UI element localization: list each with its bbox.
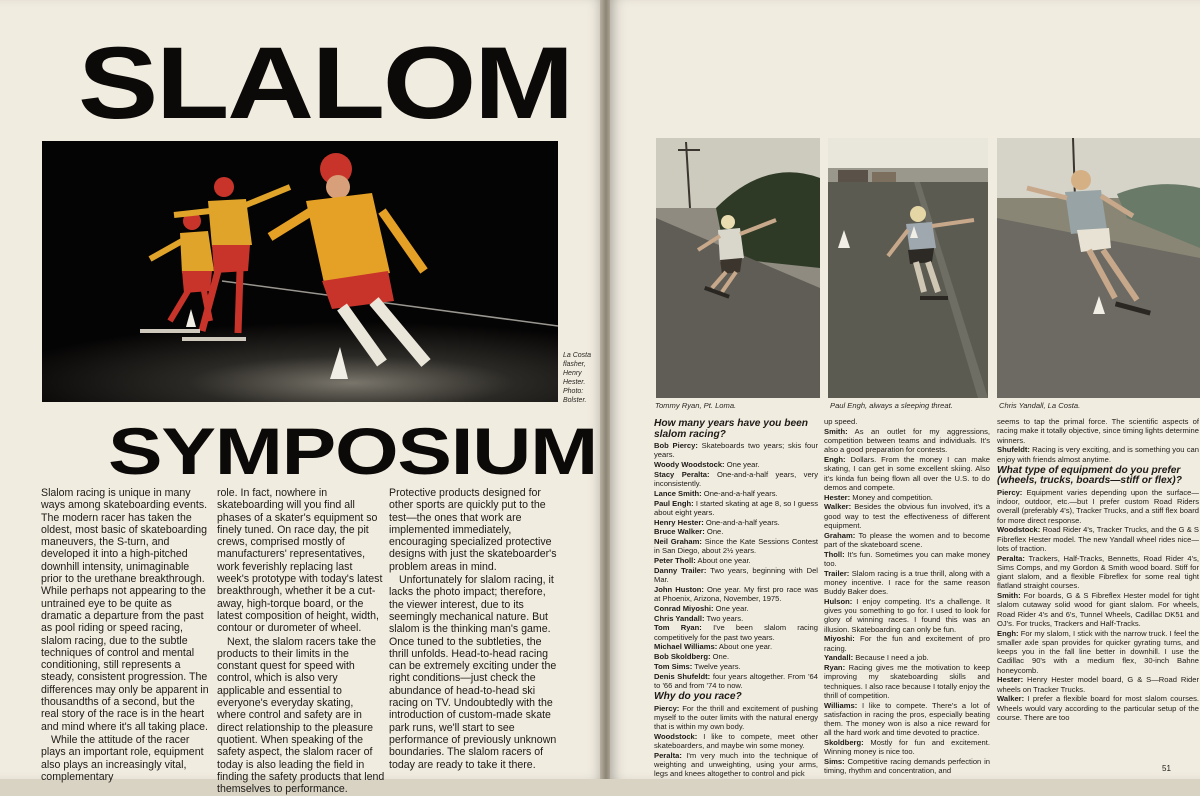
paragraph: role. In fact, nowhere in skateboarding will you find all phases of a skater's equipment so finely tuned. On race day, the pit crews, comprised mostly of manufacturers' representatives, work feverishly replacing last week's prototype with today's latest breakthrough, whether it be a cut-away, high-torque board, or the latest composition of height, width, contour or durometer of wheel. <box>217 487 383 635</box>
paragraph: Protective products designed for other sports are quickly put to the test—the ones that work are implemented immediately, encouraging specialized protective designs with just the skateboarder's problem areas in mind. <box>389 487 557 573</box>
speaker-name: Michael Williams: <box>654 642 718 652</box>
speaker-name: Graham: <box>824 530 856 540</box>
interview-answer <box>997 488 1199 525</box>
interview-answer <box>654 623 818 642</box>
photo-chris-yandall <box>997 138 1200 398</box>
speaker-name: Skoldberg: <box>824 738 864 747</box>
interview-answer <box>654 489 818 498</box>
answer-text: I prefer a flexible board for most slalom courses. Wheels would vary according to the particular setup of the course. There are too <box>997 694 1199 722</box>
answer-text: One year. <box>713 603 749 613</box>
answer-text: Money and competition. <box>850 492 933 502</box>
interview-answer <box>824 738 990 757</box>
interview-answer <box>997 675 1199 694</box>
interview-answer <box>824 502 990 530</box>
answer-text: For the thrill and excitement of pushing myself to the outer limits with the natural energy that is within my own body. <box>654 703 818 731</box>
speaker-name: Chris Yandall: <box>654 613 705 623</box>
answer-text: I enjoy competing. It's a challenge. It gives you something to go for. I used to look for glory of winning races. I found this was an illusion. Skateboarding can only be fun. <box>824 596 990 634</box>
photo-tommy-ryan <box>656 138 820 398</box>
photo-caption: Tommy Ryan, Pt. Loma. <box>655 401 737 410</box>
speaker-name: Hester: <box>824 492 851 502</box>
answer-text: Racing is very exciting, and is something you can enjoy with friends almost anytime. <box>997 445 1199 464</box>
answer-text: Road Rider 4's, Tracker Trucks, and the G & S Fibreflex Hester model. The new Yandall wheel rides nice—lots of traction. <box>997 525 1199 553</box>
speaker-name: Ryan: <box>824 663 846 672</box>
speaker-name: Hulson: <box>824 596 853 606</box>
intro-column-3 <box>389 487 557 772</box>
right-page <box>610 0 1200 779</box>
answer-text: Because I need a job. <box>853 653 929 663</box>
speaker-name: Engh: <box>997 628 1019 638</box>
interview-answer <box>654 732 818 751</box>
answer-text: About one year. <box>717 642 773 652</box>
speaker-name: Hester: <box>997 675 1024 685</box>
answer-text: One-and-a-half years. <box>703 517 780 527</box>
speaker-name: Williams: <box>824 700 858 710</box>
photo-caption: Paul Engh, always a sleeping threat. <box>830 401 953 410</box>
answer-text: As an outlet for my aggressions, competition between teams and individuals. It's also a good preparation for contests. <box>824 426 990 455</box>
interview-column-1 <box>654 417 818 779</box>
interview-answer <box>824 531 990 550</box>
interview-answer <box>654 614 818 623</box>
hero-photo-caption: La Costa flasher, Henry Hester. Photo: Bolster. <box>563 352 592 404</box>
answer-text: One year. <box>724 460 760 469</box>
speaker-name: Shufeldt: <box>997 445 1030 455</box>
answer-text: up speed. <box>824 417 858 426</box>
speaker-name: Denis Shufeldt: <box>654 671 711 681</box>
speaker-name: Neil Graham: <box>654 537 702 546</box>
speaker-name: Piercy: <box>654 703 680 713</box>
answer-text: four years altogether. From '64 to '66 and from '74 to now. <box>654 671 818 690</box>
interview-answer <box>997 417 1199 445</box>
answer-text: Since the Kate Sessions Contest in San Diego, about 2½ years. <box>654 537 818 556</box>
answer-text: Racing gives me the motivation to keep improving my skateboarding skills and techniques. I also race because I totally enjoy the thrill of competition. <box>824 663 990 700</box>
interview-answer <box>997 525 1199 553</box>
speaker-name: Yandall: <box>824 653 854 663</box>
speaker-name: Peter Tholl: <box>654 556 696 565</box>
interview-answer <box>997 554 1199 591</box>
speaker-name: Lance Smith: <box>654 488 702 498</box>
answer-text: I've been slalom racing competitively for the past two years. <box>654 623 818 642</box>
speaker-name: Danny Trailer: <box>654 565 707 575</box>
speaker-name: Piercy: <box>997 487 1023 497</box>
interview-answer <box>654 566 818 585</box>
interview-answer <box>654 672 818 691</box>
interview-answer <box>824 493 990 502</box>
interview-answer <box>654 585 818 604</box>
speaker-name: Woodstock: <box>654 731 698 741</box>
answer-text: Competitive racing demands perfection in timing, rhythm and concentration, and <box>824 757 990 776</box>
speaker-name: Bob Skoldberg: <box>654 652 711 661</box>
interview-answer <box>824 701 990 738</box>
answer-text: Henry Hester model board, G & S—Road Rider wheels on Tracker Trucks. <box>997 675 1199 694</box>
answer-text: seems to tap the primal force. The scientific aspects of racing make it totally objective, since timing lights determine winners. <box>997 417 1199 445</box>
speaker-name: Tholl: <box>824 549 845 559</box>
interview-answer <box>654 460 818 469</box>
answer-text: For the fun and excitement of pro racing. <box>824 634 990 653</box>
intro-column-1 <box>41 487 209 784</box>
answer-text: Trackers, Half-Tracks, Bennetts, Road Rider 4's, Sims Comps, and my Gordon & Smith wood board. Stiff for giant slalom, and a flexible Fibreflex for some real tight flatland straight courses. <box>997 553 1199 591</box>
speaker-name: Bruce Walker: <box>654 527 705 537</box>
speaker-name: Conrad Miyoshi: <box>654 603 714 613</box>
speaker-name: Tom Ryan: <box>654 623 702 633</box>
answer-text: Mostly for fun and excitement. Winning money is nice too. <box>824 738 990 757</box>
answer-text: About one year. <box>695 556 751 565</box>
answer-text: Besides the obvious fun involved, it's a good way to test the effectiveness of different equipment. <box>824 502 990 530</box>
interview-answer <box>824 427 990 455</box>
interview-column-3 <box>997 417 1199 723</box>
speaker-name: Woody Woodstock: <box>654 460 725 469</box>
interview-answer <box>654 604 818 613</box>
photo-caption: Chris Yandall, La Costa. <box>999 401 1081 410</box>
interview-answer <box>997 629 1199 675</box>
interview-question: How many years have you been slalom racing? <box>654 418 809 440</box>
speaker-name: Smith: <box>997 591 1021 600</box>
speaker-name: Walker: <box>997 694 1025 704</box>
answer-text: For boards, G & S Fibreflex Hester model for tight slalom cutaway solid wood for giant slalom. For wheels, Road Rider 4's and 6's, Tunnel Wheels, Cadillac DK51 and OJ's. For trucks, Trackers and Half-Tracks. <box>997 591 1199 628</box>
interview-answer <box>997 591 1199 628</box>
paragraph: Unfortunately for slalom racing, it lacks the photo impact; therefore, the viewer interest, due to its seemingly mechanical nature. But slalom is the thinking man's game. Once tuned to the subtleties, the thrill unfolds. Head-to-head racing can be extremely exciting under the right conditions—just check the abundance of head-to-head ski racing on TV. Undoubtedly with the introduction of custom-made skate park runs, we'll start to see performance of previously unknown boundaries. The slalom racers of today are ready to take it there. <box>389 574 557 771</box>
speaker-name: Paul Engh: <box>654 498 694 508</box>
answer-text: Two years, beginning with Del Mar. <box>654 565 818 584</box>
interview-answer <box>824 417 990 426</box>
interview-answer <box>824 550 990 569</box>
answer-text: I started skating at age 8, so I guess about eight years. <box>654 498 819 517</box>
speaker-name: Miyoshi: <box>824 634 855 644</box>
answer-text: One-and-a-half years, very inconsistently. <box>654 469 819 488</box>
answer-text: Twelve years. <box>692 661 741 671</box>
speaker-name: Woodstock: <box>997 525 1041 535</box>
interview-answer <box>654 441 818 460</box>
interview-answer <box>654 537 818 556</box>
hero-photo-night-racers <box>42 141 558 402</box>
speaker-name: Tom Sims: <box>654 661 693 671</box>
paragraph: Next, the slalom racers take the products to their limits in the constant quest for speed with control, which is also very applicable and essential to everyone's everyday skating, where control and safety are in direct relationship to the pleasure quotient. When speaking of the safety aspect, the slalom racer of today is also leading the field in finding the safety products that lend themselves to performance. <box>217 635 385 796</box>
paragraph: While the attitude of the racer plays an important role, equipment also plays an increasingly vital, complementary <box>41 733 204 783</box>
interview-answer <box>654 751 818 779</box>
interview-answer <box>654 470 818 489</box>
interview-answer <box>824 455 990 492</box>
interview-question: Why do you race? <box>654 691 742 702</box>
answer-text: To please the women and to become part of the skateboard scene. <box>824 530 990 549</box>
answer-text: One. <box>710 652 730 661</box>
speaker-name: John Huston: <box>654 584 704 594</box>
speaker-name: Henry Hester: <box>654 517 704 527</box>
interview-answer <box>824 634 990 653</box>
photo-paul-engh <box>828 138 988 398</box>
interview-answer <box>824 569 990 597</box>
interview-answer <box>824 663 990 700</box>
interview-answer <box>654 527 818 536</box>
interview-answer <box>824 653 990 662</box>
interview-column-2 <box>824 417 990 776</box>
speaker-name: Peralta: <box>654 750 682 760</box>
answer-text: I like to compete, meet other skateboarders, and maybe win some money. <box>654 731 818 750</box>
page-number: 51 <box>1162 764 1171 773</box>
interview-answer <box>654 652 818 661</box>
headline-slalom: SLALOM <box>78 26 572 140</box>
interview-question: What type of equipment do you prefer (wheels, trucks, boards—stiff or flex)? <box>997 464 1182 487</box>
speaker-name: Peralta: <box>997 553 1025 563</box>
interview-answer <box>824 757 990 776</box>
answer-text: One-and-a-half years. <box>701 488 778 498</box>
speaker-name: Engh: <box>824 455 846 464</box>
interview-answer <box>654 556 818 565</box>
speaker-name: Smith: <box>824 426 848 436</box>
answer-text: For my slalom, I stick with the narrow truck. I feel the smaller axle span provides for quicker gyrating turns, and keeps you in the fall line better in downhill. I use the Cadillac 90's with a medium flex, 30-inch Bahne honeycomb. <box>997 628 1199 675</box>
answer-text: Slalom racing is a true thrill, along with a money incentive. I race for the same reason Buddy Baker does. <box>824 568 990 596</box>
answer-text: Equipment varies depending upon the surface—indoor, outdoor, etc.—but I prefer custom Road Riders overall (preferably 4's), Tracker Trucks, and a stiff flex board for more direct response. <box>997 487 1199 525</box>
interview-answer <box>824 597 990 634</box>
interview-answer <box>654 642 818 651</box>
intro-column-2 <box>217 487 385 796</box>
answer-text: Two years. <box>704 613 744 623</box>
interview-answer <box>654 518 818 527</box>
paragraph: Slalom racing is unique in many ways among skateboarding events. The modern racer has taken the oldest, most basic of skateboarding maneuvers, the S-turn, and developed it into a high-pitched downhill intensity, unimaginable prior to the urethane breakthrough. While perhaps not appearing to the untrained eye to be quite as dramatic a departure from the past as pool riding or speed racing, slalom racing, due to the subtle techniques of control and mental conditioning, still represents a steady, consistent progression. The differences may only be apparent in thousandths of a second, but the real story of the race is in the heart and mind where it's all taking place. <box>41 487 209 733</box>
answer-text: I'm very much into the technique of weighting and unweighting, using your arms, legs and knees altogether to control and pick <box>654 750 818 779</box>
speaker-name: Bob Piercy: <box>654 441 698 450</box>
answer-text: One. <box>704 527 724 537</box>
answer-text: Dollars. From the money I can make skating, I can get in some excellent skiing. Also it's kinda fun being flown all over the U.S. to do demos and compete. <box>824 455 990 492</box>
interview-answer <box>997 694 1199 722</box>
speaker-name: Walker: <box>824 502 852 512</box>
interview-answer <box>654 499 818 518</box>
interview-answer <box>997 445 1199 464</box>
interview-answer <box>654 662 818 671</box>
interview-answer <box>654 704 818 732</box>
answer-text: One year. My first pro race was at Phoenix, Arizona, November, 1975. <box>654 584 818 603</box>
speaker-name: Stacy Peralta: <box>654 469 710 479</box>
answer-text: Skateboards two years; skis four years. <box>654 441 818 460</box>
answer-text: It's fun. Sometimes you can make money too. <box>824 549 990 568</box>
answer-text: I like to compete. There's a lot of satisfaction in racing the pros, especially beating them. The money won is also a nice reward for all the hard work and time devoted to practice. <box>824 700 990 738</box>
speaker-name: Sims: <box>824 757 845 766</box>
speaker-name: Trailer: <box>824 568 850 578</box>
headline-symposium: SYMPOSIUM <box>108 414 598 488</box>
